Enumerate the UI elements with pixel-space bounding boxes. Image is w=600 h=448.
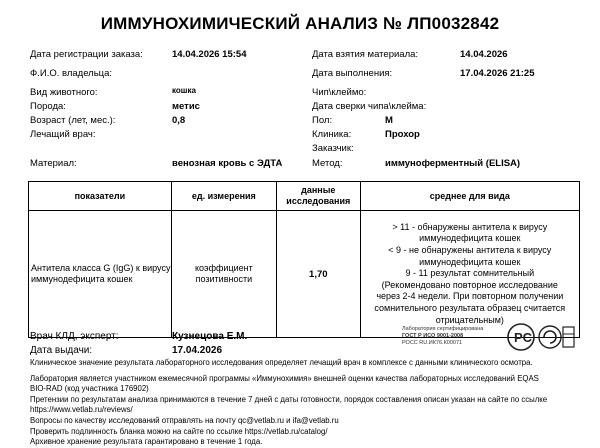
breed-value: метис xyxy=(172,101,200,112)
sex-label: Пол: xyxy=(312,115,333,126)
indicator-value: 1,70 xyxy=(276,211,360,338)
footer-line-8: Проверить подлинность бланка можно на сайте по ссылке https://vetlab.ru/catalog/ xyxy=(30,426,328,436)
header-unit: ед. измерения xyxy=(171,182,276,211)
header-reference: среднее для вида xyxy=(360,182,579,211)
material-label: Материал: xyxy=(30,158,77,169)
table-row xyxy=(29,211,580,338)
doctor-label: Врач КЛД, эксперт: xyxy=(30,331,119,342)
owner-name-label: Ф.И.О. владельца: xyxy=(30,68,113,79)
age-value: 0,8 xyxy=(172,115,186,126)
age-label: Возраст (лет, мес.): xyxy=(30,115,116,126)
method-value: иммуноферментный (ELISA) xyxy=(385,158,521,169)
sampling-date-label: Дата взятия материала: xyxy=(312,49,419,60)
cert-line-2: ГОСТ Р ИСО 9001-2008 xyxy=(402,332,464,339)
animal-type-label: Вид животного: xyxy=(30,87,98,98)
footer-line-5: Претензии по результатам анализа принимаются в течение 7 дней с даты готовности, порядок составления описан указан на сайте по ссылке xyxy=(30,394,548,404)
footer-line-3: Лаборатория является участником ежемесячной программы «Иммунохимия» внешней оценки качества лабораторных исследований EQAS xyxy=(30,373,539,383)
completion-date-label: Дата выполнения: xyxy=(312,68,393,79)
sampling-date-value: 14.04.2026 xyxy=(460,49,508,60)
issue-date-label: Дата выдачи: xyxy=(30,345,93,356)
sex-value: М xyxy=(385,115,393,126)
certification-block xyxy=(402,326,502,346)
chip-check-date-label: Дата сверки чипа\клейма: xyxy=(312,101,427,112)
material-value: венозная кровь с ЭДТА xyxy=(172,158,283,169)
footer-line-1: Клиническое значение результата лабораторного исследования определяет лечащий врач в комплексе с данными клинического осмотра. xyxy=(30,358,533,367)
vet-label: Лечащий врач: xyxy=(30,129,96,140)
customer-label: Заказчик: xyxy=(312,143,354,154)
indicator-reference: > 11 - обнаружены антитела к вирусу иммунодефицита кошек < 9 - не обнаружены антитела к вирусу иммунодефицита кошек 9 - 11 результат сомнительный (Рекомендовано повторное исследование через 2-4 недели. При повторном получении сомнительного результата образец считается отрицательным) xyxy=(360,211,579,338)
doctor-value: Кузнецова Е.М. xyxy=(172,331,248,342)
indicator-unit: коэффициент позитивности xyxy=(171,211,276,338)
header-data: данные исследования xyxy=(276,182,360,211)
clinic-value: Прохор xyxy=(385,129,420,140)
footer-notes xyxy=(30,358,590,448)
footer-line-4: BIO-RAD (код участника 176902) xyxy=(30,384,149,394)
registration-date-value: 14.04.2026 15:54 xyxy=(172,49,247,60)
report-title: ИММУНОХИМИЧЕСКИЙ АНАЛИЗ № ЛП0032842 xyxy=(100,14,500,33)
results-table xyxy=(28,181,580,338)
logo-text: PC xyxy=(514,330,533,345)
issue-date-value: 17.04.2026 xyxy=(172,345,223,356)
method-label: Метод: xyxy=(312,158,343,169)
completion-date-value: 17.04.2026 21:25 xyxy=(460,68,535,79)
breed-label: Порода: xyxy=(30,101,66,112)
chip-label: Чип\клеймо: xyxy=(312,87,367,98)
certification-logo-icon xyxy=(506,322,576,352)
clinic-label: Клиника: xyxy=(312,129,352,140)
header-indicator: показатели xyxy=(29,182,172,211)
animal-type-value: кошка xyxy=(172,86,196,95)
cert-line-1: Лаборатория сертифицирована xyxy=(402,326,484,332)
table-header-row xyxy=(29,182,580,211)
footer-line-6[interactable]: https://www.vetlab.ru/reviews/ xyxy=(30,405,133,415)
footer-line-9: Архивное хранение результата гарантировано в течение 1 года. xyxy=(30,437,263,447)
registration-date-label: Дата регистрации заказа: xyxy=(30,49,143,60)
cert-line-3: РОСС RU.ИК76.К00071 xyxy=(402,339,463,346)
indicator-name: Антитела класса G (IgG) к вирусу иммунодефицита кошек xyxy=(29,211,172,338)
footer-line-7: Вопросы по качеству исследований отправлять на почту qc@vetlab.ru и ifa@vetlab.ru xyxy=(30,415,339,425)
